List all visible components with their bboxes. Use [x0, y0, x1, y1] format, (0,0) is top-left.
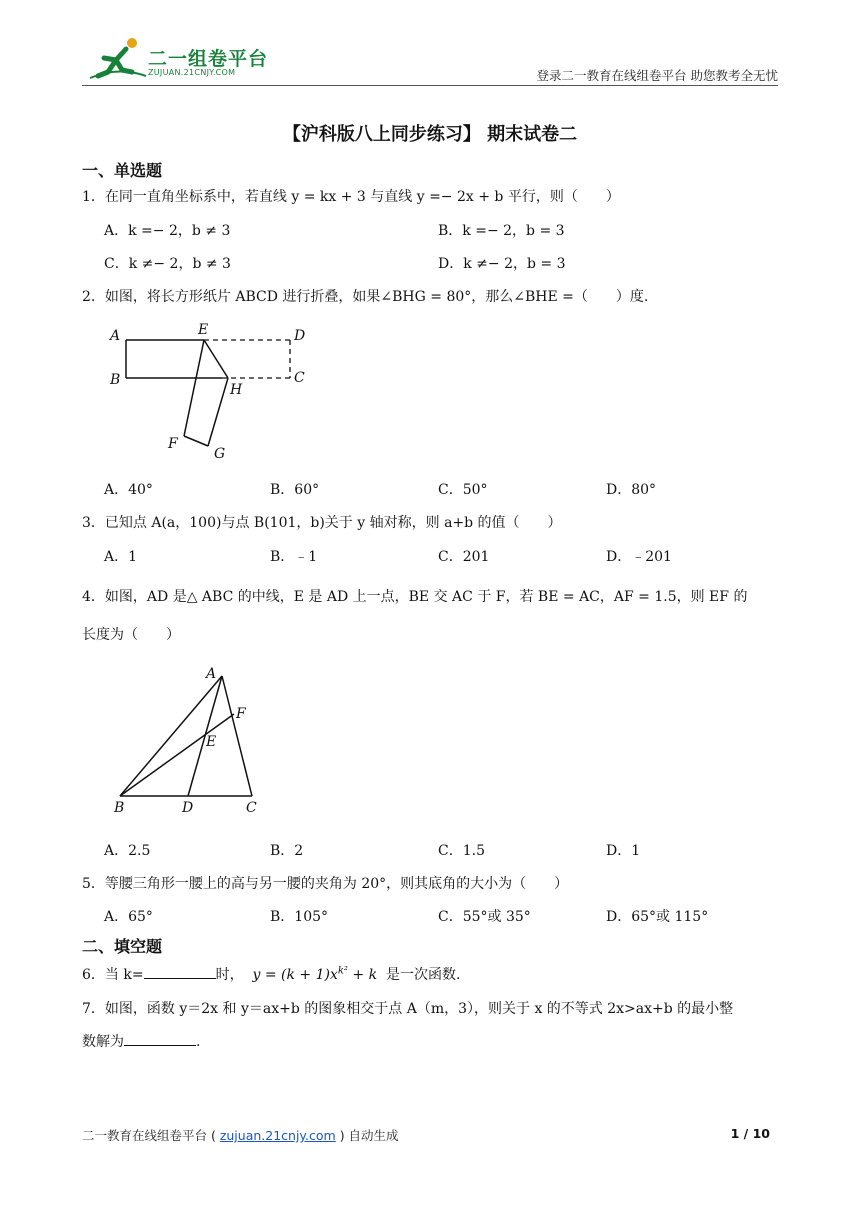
q4-option-a: A．2.5: [104, 843, 151, 859]
q4-triangle-figure: [108, 664, 278, 816]
q6-answer-blank[interactable]: [144, 965, 216, 979]
q6-prefix: 6．当 k=: [82, 967, 144, 983]
logo: [88, 36, 148, 82]
footer-source: [82, 1126, 399, 1144]
q2-label-c: C: [294, 370, 305, 386]
question-4-stem-line1: 4．如图，AD 是△ ABC 的中线，E 是 AD 上一点，BE 交 AC 于 F，若 BE = AC，AF = 1.5，则 EF 的: [82, 589, 748, 605]
q4-label-c: C: [246, 800, 257, 816]
q7-prefix: 数解为: [82, 1034, 124, 1050]
q4-option-d: D．1: [606, 843, 641, 859]
section-heading-single-choice: 一、单选题: [82, 161, 163, 180]
q4-label-b: B: [114, 800, 125, 816]
q6-formula: y = (k + 1)x: [252, 967, 338, 983]
page-number: 1 / 10: [730, 1126, 770, 1141]
q5-option-b: B．105°: [270, 909, 329, 925]
q2-label-f: F: [168, 436, 178, 452]
section-heading-fill-blank: 二、填空题: [82, 937, 163, 956]
q6-exponent: k²: [337, 965, 348, 977]
q2-label-e: E: [198, 322, 209, 338]
q3-option-c: C．201: [438, 549, 490, 565]
q3-option-b: B．﹣1: [270, 549, 318, 565]
q2-label-h: H: [230, 382, 243, 398]
q2-option-b: B．60°: [270, 482, 320, 498]
page-title: 【沪科版八上同步练习】 期末试卷二: [282, 124, 578, 145]
q1-option-d: D．k ≠− 2，b = 3: [438, 256, 566, 272]
footer-prefix: 二一教育在线组卷平台 (: [82, 1128, 220, 1143]
logo-text: 二一组卷平台: [148, 48, 269, 70]
q4-label-d: D: [182, 800, 194, 816]
footer-suffix: ) 自动生成: [335, 1128, 399, 1143]
q7-answer-blank[interactable]: [124, 1032, 196, 1046]
q4-label-a: A: [206, 666, 217, 682]
question-2-stem: 2．如图，将长方形纸片 ABCD 进行折叠，如果∠BHG = 80°，那么∠BHE =（ ）度.: [82, 289, 649, 305]
q6-suffix: 是一次函数.: [385, 967, 461, 983]
q2-label-a: A: [110, 328, 121, 344]
q6-formula-tail: + k: [347, 967, 378, 983]
q2-label-d: D: [294, 328, 306, 344]
q7-suffix: .: [196, 1034, 201, 1050]
q5-option-a: A．65°: [104, 909, 153, 925]
question-1-stem: 1．在同一直角坐标系中，若直线 y = kx + 3 与直线 y =− 2x + b 平行，则（ ）: [82, 189, 620, 205]
header-divider: [82, 85, 778, 86]
question-5-stem: 5．等腰三角形一腰上的高与另一腰的夹角为 20°，则其底角的大小为（ ）: [82, 876, 569, 892]
q2-label-g: G: [214, 446, 226, 462]
q4-option-c: C．1.5: [438, 843, 485, 859]
q5-option-c: C．55°或 35°: [438, 909, 531, 925]
q2-fold-figure: [104, 318, 324, 466]
q4-label-e: E: [206, 734, 217, 750]
footer-link[interactable]: zujuan.21cnjy.com: [219, 1128, 336, 1143]
q4-label-f: F: [236, 706, 246, 722]
q2-option-c: C．50°: [438, 482, 488, 498]
logo-subtext: ZUJUAN.21CNJY.COM: [148, 68, 236, 77]
question-6: [82, 964, 460, 984]
q3-option-d: D．﹣201: [606, 549, 672, 565]
q5-option-d: D．65°或 115°: [606, 909, 709, 925]
q1-option-c: C．k ≠− 2，b ≠ 3: [104, 256, 231, 272]
question-7-line2: [82, 1031, 200, 1051]
question-4-stem-line2: 长度为（ ）: [82, 627, 180, 643]
q1-option-a: A．k =− 2，b ≠ 3: [104, 223, 231, 239]
q2-label-b: B: [110, 372, 121, 388]
q1-option-b: B．k =− 2，b = 3: [438, 223, 565, 239]
header-tagline: 登录二一教育在线组卷平台 助您教考全无忧: [536, 68, 778, 83]
question-3-stem: 3．已知点 A(a，100)与点 B(101，b)关于 y 轴对称，则 a+b 的值（ ）: [82, 515, 562, 531]
question-7-line1: 7．如图，函数 y＝2x 和 y＝ax+b 的图象相交于点 A（m，3），则关于 x 的不等式 2x>ax+b 的最小整: [82, 1001, 734, 1017]
q2-option-a: A．40°: [104, 482, 153, 498]
runner-logo-icon: [88, 36, 148, 82]
q4-option-b: B．2: [270, 843, 304, 859]
q3-option-a: A．1: [104, 549, 138, 565]
q6-middle: 时，: [215, 967, 244, 983]
q2-option-d: D．80°: [606, 482, 657, 498]
